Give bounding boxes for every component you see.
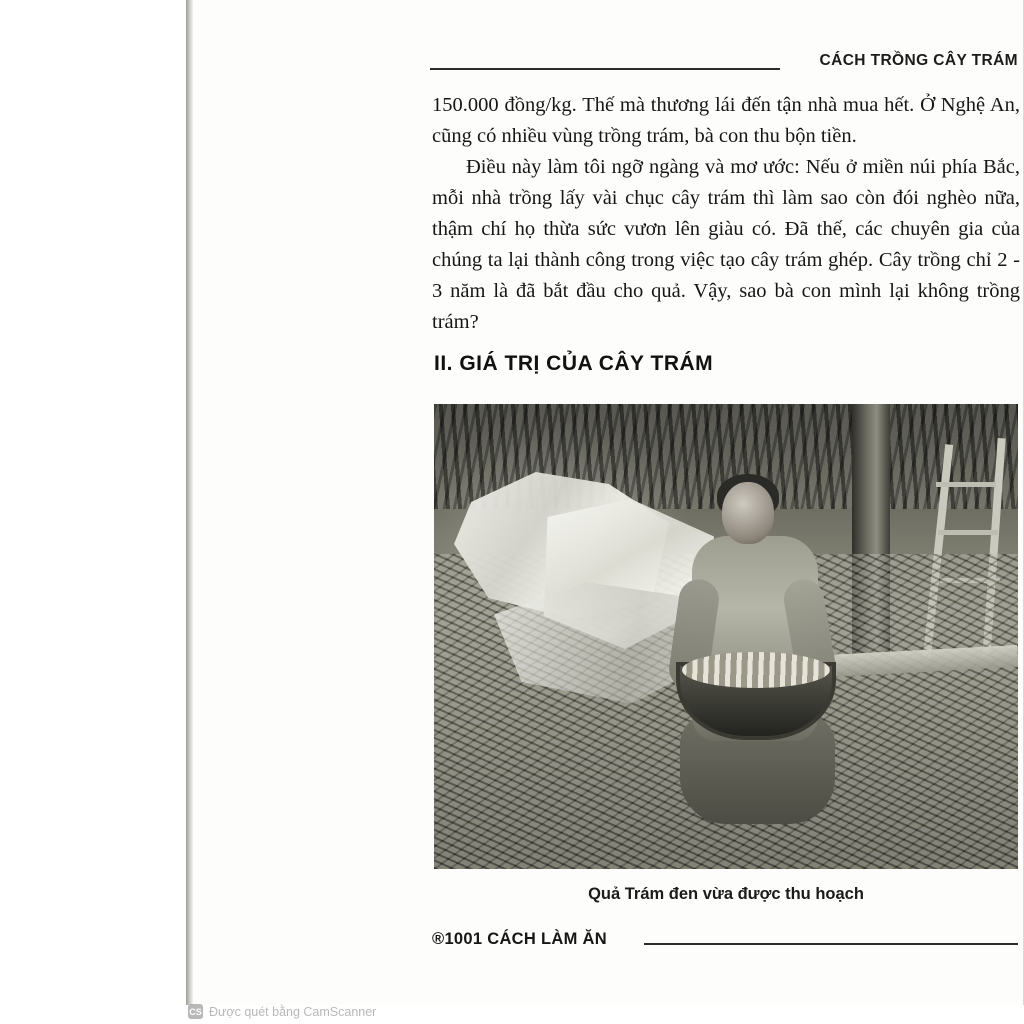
header-rule bbox=[430, 68, 780, 70]
page-footer bbox=[432, 930, 1018, 960]
running-head: CÁCH TRỒNG CÂY TRÁM bbox=[819, 52, 1018, 69]
photo-scene bbox=[434, 404, 1018, 869]
camscanner-badge-icon: CS bbox=[188, 1004, 203, 1019]
body-text bbox=[432, 90, 1020, 338]
section-heading: II. GIÁ TRỊ CỦA CÂY TRÁM bbox=[434, 352, 714, 375]
black-olive-fruit bbox=[682, 652, 830, 688]
camscanner-text: Được quét bằng CamScanner bbox=[209, 1004, 377, 1019]
page-left-margin bbox=[0, 0, 186, 1024]
footer-series-label: ®1001 CÁCH LÀM ĂN bbox=[432, 930, 607, 948]
camscanner-watermark bbox=[188, 1004, 376, 1019]
book-spine-shadow bbox=[186, 0, 193, 1005]
book-page bbox=[186, 0, 1024, 1005]
ladder-step-1 bbox=[936, 482, 996, 487]
page-header bbox=[430, 52, 1018, 80]
paragraph-2: Điều này làm tôi ngỡ ngàng và mơ ước: Nếu ở miền núi phía Bắc, mỗi nhà trồng lấy vài chục cây trám thì làm sao còn đói nghèo nữa, thậm chí họ thừa sức vươn lên giàu có. Đã thế, các chuyên gia của chúng ta lại thành công trong việc tạo cây trám ghép. Cây trồng chỉ 2 - 3 năm là đã bắt đầu cho quả. Vậy, sao bà con mình lại không trồng trám? bbox=[432, 156, 1020, 333]
figure-caption: Quả Trám đen vừa được thu hoạch bbox=[588, 885, 864, 903]
ladder-step-2 bbox=[938, 530, 998, 535]
footer-rule bbox=[644, 943, 1018, 945]
paragraph-1: 150.000 đồng/kg. Thế mà thương lái đến tận nhà mua hết. Ở Nghệ An, cũng có nhiều vùng trồng trám, bà con thu bộn tiền. bbox=[432, 94, 1020, 147]
figure-image bbox=[434, 404, 1018, 869]
woman-face bbox=[722, 482, 774, 544]
